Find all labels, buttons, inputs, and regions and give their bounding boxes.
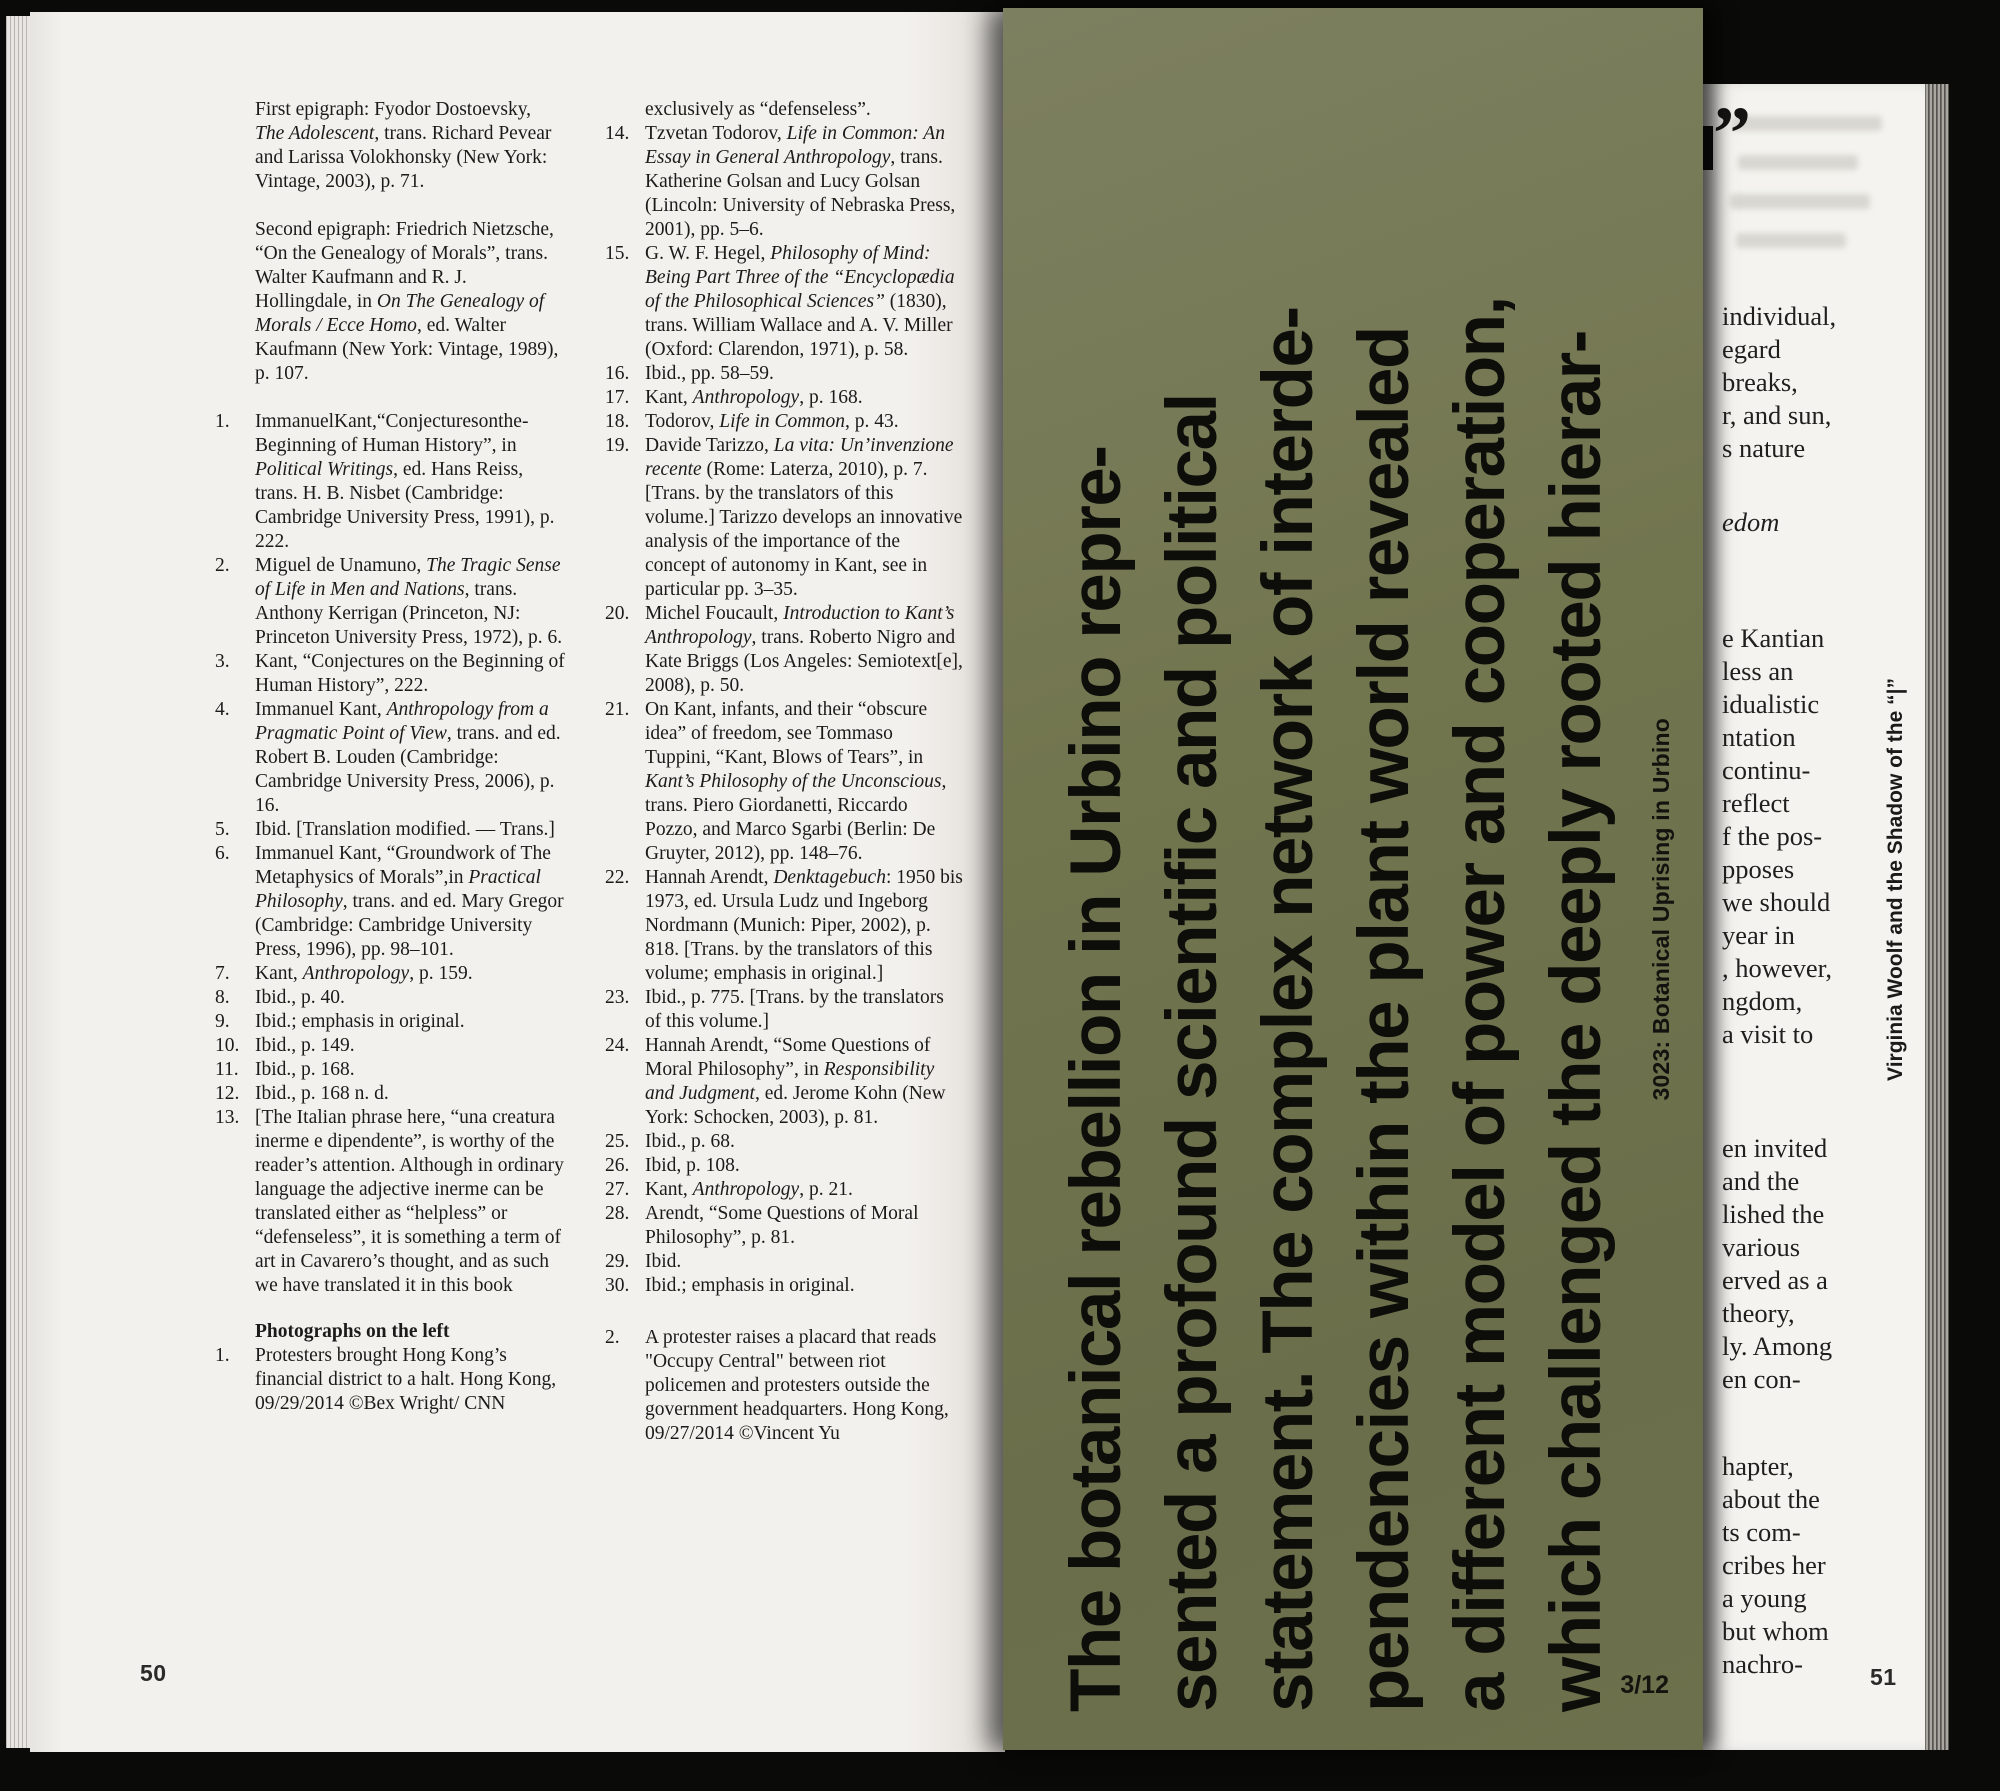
clipped-text-block: [1722, 506, 1934, 539]
note-item: [605, 1178, 963, 1202]
note-text: On Kant, infants, and their “obscure idea” of freedom, see Tommaso Tuppini, “Kant, Blows of Tears”, in Kant’s Philosophy of the Unconscious, trans. Piero Giordanetti, Riccardo Pozzo, and Marco Sgarbi (Berlin: De Gruyter, 2012), pp. 148–76.: [645, 699, 947, 864]
note-item: [605, 1274, 963, 1298]
note-number: 23.: [605, 987, 630, 1008]
clipped-glyph-bar: [1703, 126, 1713, 170]
note-number: 5.: [215, 819, 230, 840]
note-text: Kant, Anthropology, p. 168.: [645, 387, 863, 408]
text-line: f the pos-: [1722, 821, 1823, 851]
note-text: Ibid.; emphasis in original.: [645, 1275, 855, 1296]
endnotes-list-1-13: [215, 410, 565, 1298]
note-item: [605, 434, 963, 602]
note-item: [215, 410, 565, 554]
note-number: 20.: [605, 603, 630, 624]
photo-caption-list-2: [605, 1326, 963, 1446]
note-text: Ibid., p. 149.: [255, 1035, 355, 1056]
text-line: about the: [1722, 1484, 1820, 1514]
note-text: Ibid.: [645, 1251, 682, 1272]
note-text: ImmanuelKant,“Conjecturesonthe-Beginning of Human History”, in Political Writings, ed. Hans Reiss, trans. H. B. Nisbet (Cambridge: Cambridge University Press, 1991), p. 222.: [255, 411, 555, 552]
text-line: erved as a: [1722, 1265, 1828, 1295]
text-line: ntation: [1722, 722, 1796, 752]
note-number: 28.: [605, 1203, 630, 1224]
note-item: [605, 1202, 963, 1250]
text-line: a different model of power and cooperation,: [1441, 297, 1520, 1712]
note-number: 21.: [605, 699, 630, 720]
note-text: Miguel de Unamuno, The Tragic Sense of Life in Men and Nations, trans. Anthony Kerrigan (Princeton, NJ: Princeton University Press, 1972), p. 6.: [255, 555, 563, 648]
chapter-margin-label: Virginia Woolf and the Shadow of the “|”: [1884, 678, 1907, 1081]
photo-caption-list-1: [215, 1344, 565, 1416]
note-text: Immanuel Kant, Anthropology from a Pragmatic Point of View, trans. and ed. Robert B. Louden (Cambridge: Cambridge University Press, 2006), p. 16.: [255, 699, 561, 816]
text-line: individual,: [1722, 301, 1837, 331]
text-line: and the: [1722, 1166, 1800, 1196]
note-number: 4.: [215, 699, 230, 720]
note-text: Ibid., p. 68.: [645, 1131, 735, 1152]
note-text: Immanuel Kant, “Groundwork of The Metaphysics of Morals”,in Practical Philosophy, trans. and ed. Mary Gregor (Cambridge: Cambridge University Press, 1996), pp. 98–101.: [255, 843, 564, 960]
text-line: ngdom,: [1722, 986, 1803, 1016]
text-line: r, and sun,: [1722, 400, 1832, 430]
note-number: 9.: [215, 1011, 230, 1032]
note-number: 16.: [605, 363, 630, 384]
epigraph-notes: [255, 98, 565, 386]
note-number: 27.: [605, 1179, 630, 1200]
note-item: [215, 986, 565, 1010]
note-number: 8.: [215, 987, 230, 1008]
note-text: [The Italian phrase here, “una creatura inerme e dipendente”, is worthy of the reader’s attention. Although in ordinary language the adjective inerme can be translated either as “helpless” or “defenseless”, it is something a term of art in Cavarero’s thought, and as such we have translated it in this book: [255, 1107, 564, 1296]
note-text: Ibid.; emphasis in original.: [255, 1011, 465, 1032]
note-item: [215, 842, 565, 962]
note-number: 30.: [605, 1275, 630, 1296]
note-item: [605, 410, 963, 434]
text-line: en invited: [1722, 1133, 1828, 1163]
note-item: [605, 1326, 963, 1446]
notes-column-1: [215, 98, 565, 1416]
text-line: lished the: [1722, 1199, 1825, 1229]
text-line: year in: [1722, 920, 1795, 950]
note-number: 18.: [605, 411, 630, 432]
insert-page-indicator: 3/12: [1620, 1671, 1669, 1699]
page-number-right: 51: [1870, 1664, 1897, 1690]
note-number: 24.: [605, 1035, 630, 1056]
note-number: 2.: [605, 1327, 620, 1348]
note-item: [215, 1058, 565, 1082]
insert-headline-rotated: [1049, 44, 1641, 1712]
text-line: cribes her: [1722, 1550, 1826, 1580]
note-text: A protester raises a placard that reads "Occupy Central" between riot policemen and protesters outside the government headquarters. Hong Kong, 09/27/2014 ©Vincent Yu: [645, 1327, 949, 1444]
note-number: 11.: [215, 1059, 239, 1080]
note-item: [215, 818, 565, 842]
show-through-smudge: [1730, 194, 1870, 209]
note-text: Michel Foucault, Introduction to Kant’s Anthropology, trans. Roberto Nigro and Kate Briggs (Los Angeles: Semiotext[e], 2008), p. 50.: [645, 603, 963, 696]
show-through-smudge: [1736, 233, 1846, 248]
note-number: 6.: [215, 843, 230, 864]
note-number: 25.: [605, 1131, 630, 1152]
note-number: 17.: [605, 387, 630, 408]
note-item: [605, 986, 963, 1034]
clipped-text-block: [1722, 300, 1934, 465]
text-line: but whom: [1722, 1616, 1829, 1646]
insert-spine-label: 3023: Botanical Uprising in Urbino: [1648, 718, 1674, 1101]
note-number: 7.: [215, 963, 230, 984]
note-text: Ibid, p. 108.: [645, 1155, 740, 1176]
note-text: Ibid., pp. 58–59.: [645, 363, 774, 384]
note-text: G. W. F. Hegel, Philosophy of Mind: Being Part Three of the “Encyclopædia of the Philosophical Sciences” (1830), trans. William Wallace and A. V. Miller (Oxford: Clarendon, 1971), p. 58.: [645, 243, 955, 360]
text-line: which challenged the deeply rooted hierar-: [1537, 331, 1616, 1712]
note-item: [215, 698, 565, 818]
note-number: 15.: [605, 243, 630, 264]
note-item: [605, 122, 963, 242]
note-text: Ibid. [Translation modified. — Trans.]: [255, 819, 555, 840]
note-item: [215, 1034, 565, 1058]
note-number: 26.: [605, 1155, 630, 1176]
clipped-text-block: [1722, 1132, 1934, 1396]
note-item: [605, 386, 963, 410]
note-text: Ibid., p. 775. [Trans. by the translators of this volume.]: [645, 987, 944, 1032]
note-text: Kant, “Conjectures on the Beginning of Human History”, 222.: [255, 651, 565, 696]
note-item: [215, 554, 565, 650]
text-line: a visit to: [1722, 1019, 1814, 1049]
note-text: Ibid., p. 168 n. d.: [255, 1083, 389, 1104]
note-number: 12.: [215, 1083, 240, 1104]
note-text: Tzvetan Todorov, Life in Common: An Essay in General Anthropology, trans. Katherine Golsan and Lucy Golsan (Lincoln: University of Nebraska Press, 2001), pp. 5–6.: [645, 123, 956, 240]
text-line: continu-: [1722, 755, 1811, 785]
note-text: Protesters brought Hong Kong’s financial district to a halt. Hong Kong, 09/29/2014 ©Bex Wright/ CNN: [255, 1345, 557, 1414]
note-item: [215, 650, 565, 698]
text-line: various: [1722, 1232, 1801, 1262]
note-item: [215, 1010, 565, 1034]
text-line: reflect: [1722, 788, 1790, 818]
text-line: , however,: [1722, 953, 1833, 983]
notes-column-2: [605, 98, 963, 1446]
note-text: Hannah Arendt, Denktagebuch: 1950 bis 1973, ed. Ursula Ludz und Ingeborg Nordmann (Munich: Piper, 2002), p. 818. [Trans. by the translators of this volume; emphasis in original.]: [645, 867, 963, 984]
text-line: idualistic: [1722, 689, 1820, 719]
note-number: 2.: [215, 555, 230, 576]
text-line: nachro-: [1722, 1649, 1803, 1679]
note-text: Todorov, Life in Common, p. 43.: [645, 411, 899, 432]
insert-card: [1003, 8, 1703, 1750]
note-number: 3.: [215, 651, 230, 672]
note-item: [605, 1130, 963, 1154]
text-line: sented a profound scientific and political: [1153, 394, 1232, 1712]
text-line: Second epigraph: Friedrich Nietzsche, “On the Genealogy of Morals”, trans. Walter Kaufmann and R. J. Hollingdale, in On The Genealogy of Morals / Ecce Homo, ed. Walter Kaufmann (New York: Vintage, 1989), p. 107.: [255, 219, 559, 384]
text-line: statement. The complex network of interde-: [1249, 307, 1328, 1712]
note-item: [215, 1082, 565, 1106]
text-line: ts com-: [1722, 1517, 1801, 1547]
note-item: [605, 1034, 963, 1130]
note-item: [605, 242, 963, 362]
page-number-left: 50: [140, 1660, 167, 1686]
note-number: 29.: [605, 1251, 630, 1272]
text-line: we should: [1722, 887, 1831, 917]
note-item: [605, 1250, 963, 1274]
note-item: [215, 1344, 565, 1416]
clipped-text-block: [1722, 1450, 1934, 1681]
note-13-continuation: exclusively as “defenseless”.: [645, 99, 871, 120]
text-line: The botanical rebellion in Urbino repre-: [1057, 446, 1136, 1712]
photographs-heading: Photographs on the left: [255, 1321, 450, 1342]
note-text: Ibid., p. 40.: [255, 987, 345, 1008]
note-item: [605, 362, 963, 386]
note-number: 10.: [215, 1035, 240, 1056]
note-number: 22.: [605, 867, 630, 888]
text-line: a young: [1722, 1583, 1807, 1613]
note-number: 1.: [215, 411, 230, 432]
show-through-smudge: [1738, 155, 1858, 170]
text-line: theory,: [1722, 1298, 1795, 1328]
note-item: [215, 962, 565, 986]
note-item: [605, 602, 963, 698]
text-line: pendencies within the plant world revealed: [1345, 327, 1424, 1712]
note-item: [605, 1154, 963, 1178]
show-through-smudge: [1732, 116, 1882, 131]
note-text: Davide Tarizzo, La vita: Un’invenzione recente (Rome: Laterza, 2010), p. 7. [Trans. by the translators of this volume.] Tarizzo develops an innovative analysis of the importance of the concept of autonomy in Kant, see in particular pp. 3–35.: [645, 435, 963, 600]
note-text: Kant, Anthropology, p. 159.: [255, 963, 473, 984]
text-line: s nature: [1722, 433, 1806, 463]
endnotes-list-14-30: [605, 122, 963, 1298]
text-line: ly. Among: [1722, 1331, 1833, 1361]
note-number: 1.: [215, 1345, 230, 1366]
note-item: [605, 866, 963, 986]
note-number: 14.: [605, 123, 630, 144]
text-line: less an: [1722, 656, 1794, 686]
note-text: Kant, Anthropology, p. 21.: [645, 1179, 853, 1200]
note-item: [605, 698, 963, 866]
text-line: egard: [1722, 334, 1781, 364]
text-line: pposes: [1722, 854, 1795, 884]
note-text: Arendt, “Some Questions of Moral Philosophy”, p. 81.: [645, 1203, 919, 1248]
note-text: Ibid., p. 168.: [255, 1059, 355, 1080]
text-line: edom: [1722, 507, 1780, 537]
note-number: 13.: [215, 1107, 240, 1128]
note-number: 19.: [605, 435, 630, 456]
text-line: en con-: [1722, 1364, 1801, 1394]
text-line: hapter,: [1722, 1451, 1794, 1481]
pull-quote-end-mark: ”: [1713, 92, 1751, 176]
note-text: Hannah Arendt, “Some Questions of Moral Philosophy”, in Responsibility and Judgment, ed. Jerome Kohn (New York: Schocken, 2003), p. 81.: [645, 1035, 946, 1128]
note-item: [215, 1106, 565, 1298]
text-line: e Kantian: [1722, 623, 1825, 653]
text-line: First epigraph: Fyodor Dostoevsky, The Adolescent, trans. Richard Pevear and Larissa Volokhonsky (New York: Vintage, 2003), p. 71.: [255, 99, 552, 192]
text-line: breaks,: [1722, 367, 1798, 397]
